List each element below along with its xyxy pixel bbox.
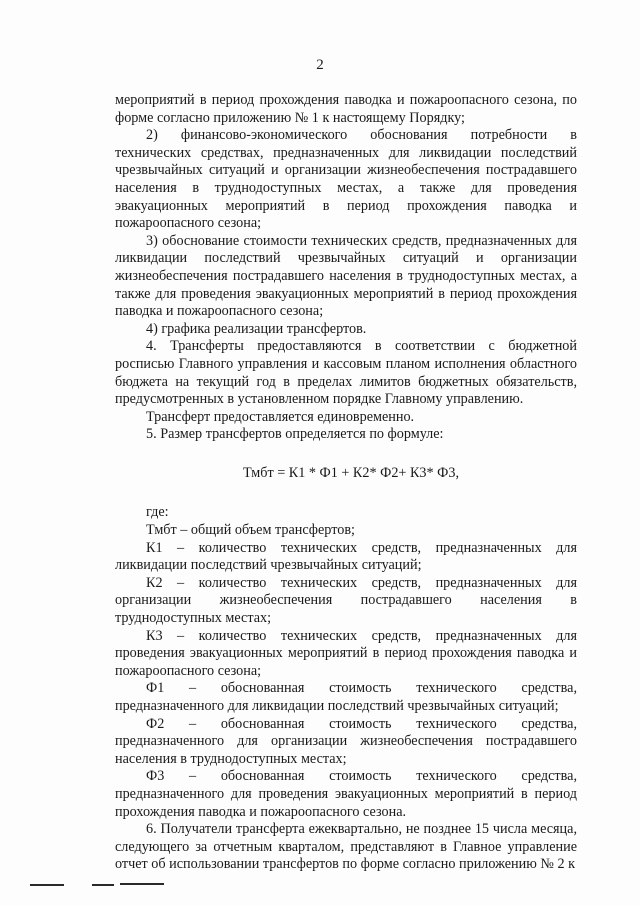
page-number: 2 xyxy=(316,57,324,73)
paragraph: 6. Получатели трансферта ежеквартально, не позднее 15 числа месяца, следующего за отчетным кварталом, представляют в Главное управление отчет об использовании трансфертов по форме согласно приложению № 2 к xyxy=(115,821,577,873)
definition-item: К3 – количество технических средств, предназначенных для проведения эвакуационных мероприятий в период прохождения паводка и пожароопасного сезона; xyxy=(115,627,577,679)
paragraph: Трансферт предоставляется единовременно. xyxy=(146,408,415,425)
definition-item: К1 – количество технических средств, предназначенных для ликвидации последствий чрезвычайных ситуаций; xyxy=(115,539,577,574)
paragraph: 4. Трансферты предоставляются в соответствии с бюджетной росписью Главного управления и кассовым планом исполнения областного бюджета на текущий год в пределах лимитов бюджетных обязательств, предусмотренных в установленном порядке Главному управлению. xyxy=(115,338,577,408)
where-label: где: xyxy=(146,504,169,521)
definition-item: Ф2 – обоснованная стоимость технического средства, предназначенного для организации жизнеобеспечения пострадавшего населения в труднодоступных местах; xyxy=(115,715,577,767)
scan-artifact xyxy=(30,884,64,886)
document-body xyxy=(115,92,577,874)
paragraph: мероприятий в период прохождения паводка и пожароопасного сезона, по форме согласно приложению № 1 к настоящему Порядку; xyxy=(115,92,577,126)
paragraph: 5. Размер трансфертов определяется по формуле: xyxy=(146,426,444,443)
definition-item: Ф3 – обоснованная стоимость технического средства, предназначенного для проведения эвакуационных мероприятий в период прохождения паводка и пожароопасного сезона. xyxy=(115,768,577,820)
scan-artifact xyxy=(120,883,164,885)
definition-item: К2 – количество технических средств, предназначенных для организации жизнеобеспечения пострадавшего населения в труднодоступных местах; xyxy=(115,574,577,627)
scan-artifact xyxy=(92,884,114,886)
paragraph: 4) графика реализации трансфертов. xyxy=(146,320,367,337)
definition-item: Ф1 – обоснованная стоимость технического средства, предназначенного для ликвидации последствий чрезвычайных ситуаций; xyxy=(115,680,577,714)
paragraph: 3) обоснование стоимости технических средств, предназначенных для ликвидации последствий чрезвычайных ситуаций и организации жизнеобеспечения пострадавшего населения в труднодоступных местах, а также для проведения эвакуационных мероприятий в период прохождения паводка и пожароопасного сезона; xyxy=(115,232,577,320)
formula: Тмбт = К1 * Ф1 + К2* Ф2+ К3* Ф3, xyxy=(242,464,460,481)
definition-item: Тмбт – общий объем трансфертов; xyxy=(146,522,355,539)
paragraph: 2) финансово-экономического обоснования потребности в технических средствах, предназначенных для ликвидации последствий чрезвычайных ситуаций и организации жизнеобеспечения пострадавшего населения в труднодоступных местах, а также для проведения эвакуационных мероприятий в период прохождения паводка и пожароопасного сезона; xyxy=(115,127,577,232)
